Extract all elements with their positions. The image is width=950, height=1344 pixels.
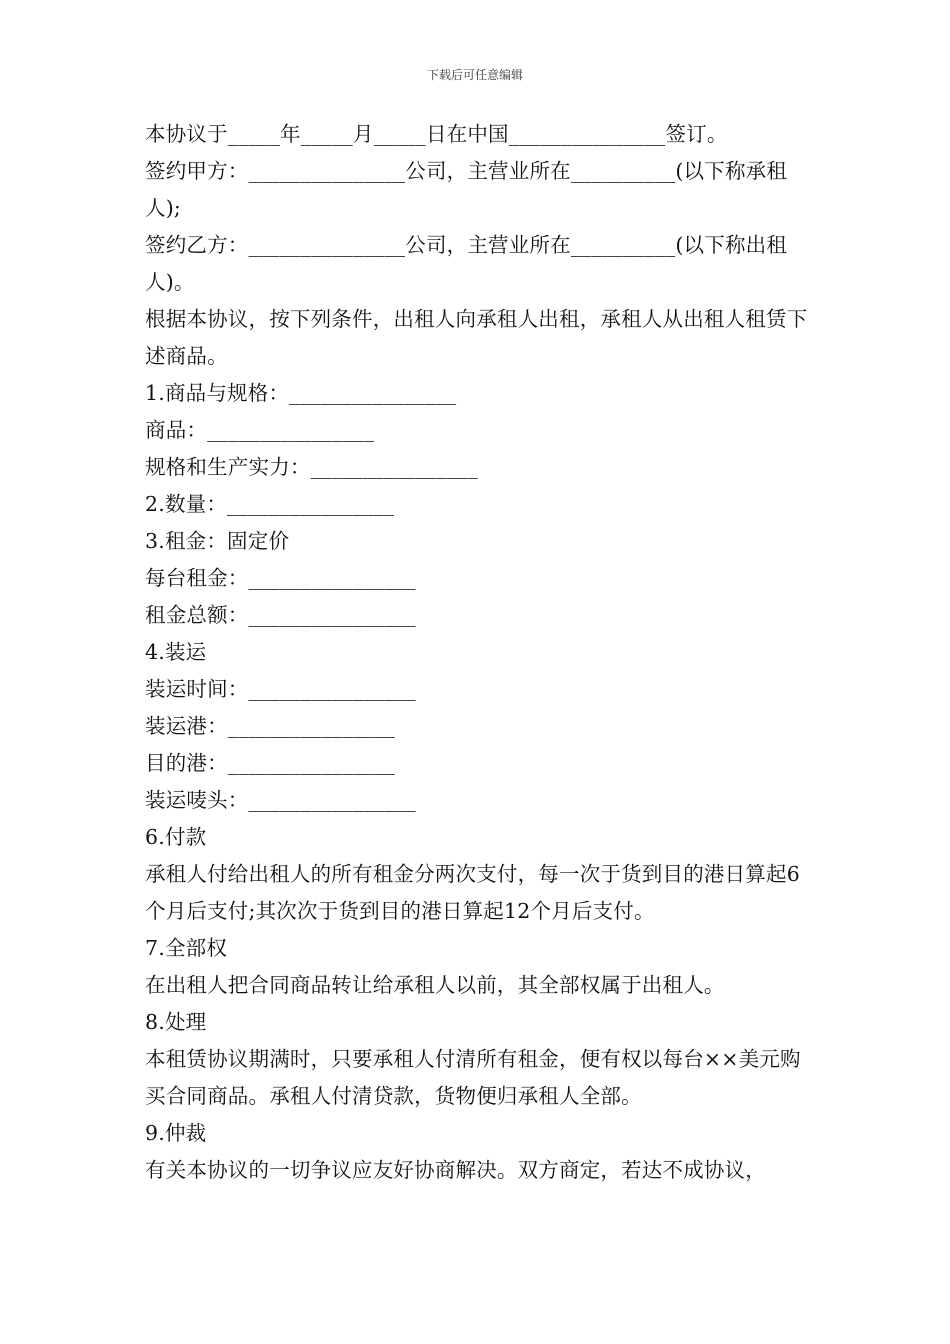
para-goods: 商品：________________ <box>145 418 375 442</box>
page-header-note: 下载后可任意编辑 <box>426 68 523 82</box>
para-disposal: 8.处理 <box>145 1010 207 1034</box>
para-rent-per-unit: 每台租金：________________ <box>145 566 416 590</box>
para-rent-total: 租金总额：________________ <box>145 603 416 627</box>
para-rent: 3.租金：固定价 <box>145 529 290 553</box>
para-quantity: 2.数量：________________ <box>145 492 395 516</box>
para-goods-spec: 1.商品与规格：________________ <box>145 381 457 405</box>
para-port-destination: 目的港：________________ <box>145 751 395 775</box>
para-ownership-detail: 在出租人把合同商品转让给承租人以前，其全部权属于出租人。 <box>145 973 725 997</box>
para-party-b: 签约乙方：_______________公司，主营业所在__________(以下称出租人)。 <box>145 233 788 294</box>
para-spec-capacity: 规格和生产实力：________________ <box>145 455 478 479</box>
para-payment: 6.付款 <box>145 825 207 849</box>
para-shipment: 4.装运 <box>145 640 207 664</box>
document-body <box>145 116 813 1189</box>
para-preamble: 根据本协议，按下列条件，出租人向承租人出租，承租人从出租人租赁下述商品。 <box>145 307 808 368</box>
para-arbitration: 9.仲裁 <box>145 1121 207 1145</box>
para-port-loading: 装运港：________________ <box>145 714 395 738</box>
para-signing-date: 本协议于_____年_____月_____日在中国_______________签订。 <box>145 122 728 146</box>
para-shipment-time: 装运时间：________________ <box>145 677 416 701</box>
para-payment-detail: 承租人付给出租人的所有租金分两次支付，每一次于货到目的港日算起6个月后支付;其次次于货到目的港日算起12个月后支付。 <box>145 862 800 923</box>
para-ownership: 7.全部权 <box>145 936 228 960</box>
para-shipping-mark: 装运唛头：________________ <box>145 788 416 812</box>
para-disposal-detail: 本租赁协议期满时，只要承租人付清所有租金，便有权以每台××美元购买合同商品。承租人付清贷款，货物便归承租人全部。 <box>145 1047 801 1108</box>
para-party-a: 签约甲方：_______________公司，主营业所在__________(以下称承租人); <box>145 159 788 220</box>
para-arbitration-detail: 有关本协议的一切争议应友好协商解决。双方商定，若达不成协议， <box>145 1158 766 1182</box>
